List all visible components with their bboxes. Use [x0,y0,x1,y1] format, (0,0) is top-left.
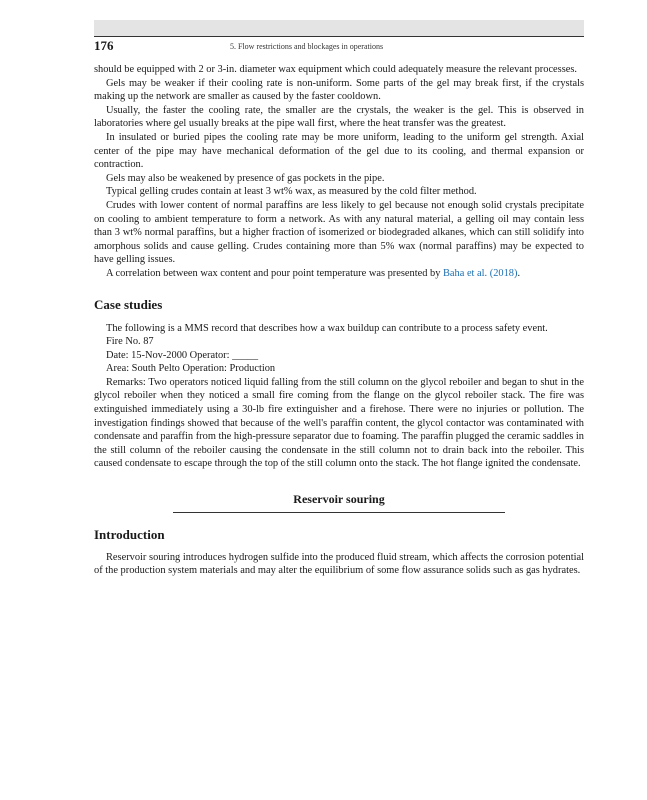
section-title: Reservoir souring [293,492,385,507]
correlation-end: . [517,267,521,279]
body-paragraph-correlation [94,267,584,281]
date-operator-line: Date: 15-Nov-2000 Operator: _____ [106,349,259,361]
header-band [94,20,584,36]
case-studies-intro: The following is a MMS record that describes how a wax buildup can contribute to a process safety event. [106,322,548,334]
page-body [94,63,584,578]
header-rule [94,36,584,37]
fire-number: Fire No. 87 [106,336,154,348]
running-head: 5. Flow restrictions and blockages in operations [230,42,384,51]
body-paragraph-insulated-pipes: In insulated or buried pipes the cooling rate may be more uniform, leading to the uniform gel strength. Axial center of the pipe may have mechanical deformation of the gel due to its cooling, and thermal expansion or contraction. [94,131,584,171]
body-paragraph-cooling-rate: Usually, the faster the cooling rate, the smaller are the crystals, the weaker is the gel. This is observed in laboratories where gel usually breaks at the pipe wall first, where the heat transfer was the greatest. [94,104,584,130]
case-studies-heading: Case studies [94,296,163,312]
body-paragraph-gel-weakness: Gels may be weaker if their cooling rate is non-uniform. Some parts of the gel may break first, if the crystals making up the network are smaller as caused by the faster cooldown. [94,77,584,103]
section-title-rule [173,512,505,513]
correlation-text: A correlation between wax content and pour point temperature was presented by [106,267,443,279]
citation-link[interactable]: Baha et al. (2018) [443,267,518,279]
area-operation-line: Area: South Pelto Operation: Production [106,363,276,375]
introduction-heading: Introduction [94,526,165,542]
page-number: 176 [94,38,114,53]
body-paragraph-continuation: should be equipped with 2 or 3-in. diameter wax equipment which could adequately measure the relevant processes. [94,64,578,75]
body-paragraph-normal-paraffins: Crudes with lower content of normal paraffins are less likely to gel because not enough solid crystals precipitate on cooling to ambient temperature to form a network. As with any natural material, a gelling oil may contain less than 3 wt% normal paraffins, but a higher fraction of isomerized or biodegraded alkanes, which can still solidify into amorphous solids and cause gelling. Crudes containing more than 5% wax (normal paraffins) may be expected to have gelling issues. [94,199,584,266]
body-paragraph-gas-pockets: Gels may also be weakened by presence of gas pockets in the pipe. [106,172,385,184]
body-paragraph-typical-crudes: Typical gelling crudes contain at least 3 wt% wax, as measured by the cold filter method. [106,186,477,198]
introduction-paragraph: Reservoir souring introduces hydrogen sulfide into the produced fluid stream, which affects the corrosion potential of the production system materials and may alter the equilibrium of some flow assurance solids such as gas hydrates. [94,551,584,577]
remarks-paragraph: Remarks: Two operators noticed liquid falling from the still column on the glycol reboiler and began to shut in the glycol reboiler when they noticed a small fire coming from the flange on the glycol reboiler stack. The fire was extinguished immediately using a 30-lb fire extinguisher and a firehose. There were no injuries or pollution. The investigation findings showed that because of the well's paraffin content, the glycol contactor was contaminated with condensate and paraffin from the high-pressure separator due to foaming. The paraffin plugged the ceramic saddles in the still column of the reboiler causing the condensate in the still column not to drain back into the reboiler. This caused condensate to escape through the top of the still column onto the stack. The hot flange ignited the condensate. [94,376,584,470]
